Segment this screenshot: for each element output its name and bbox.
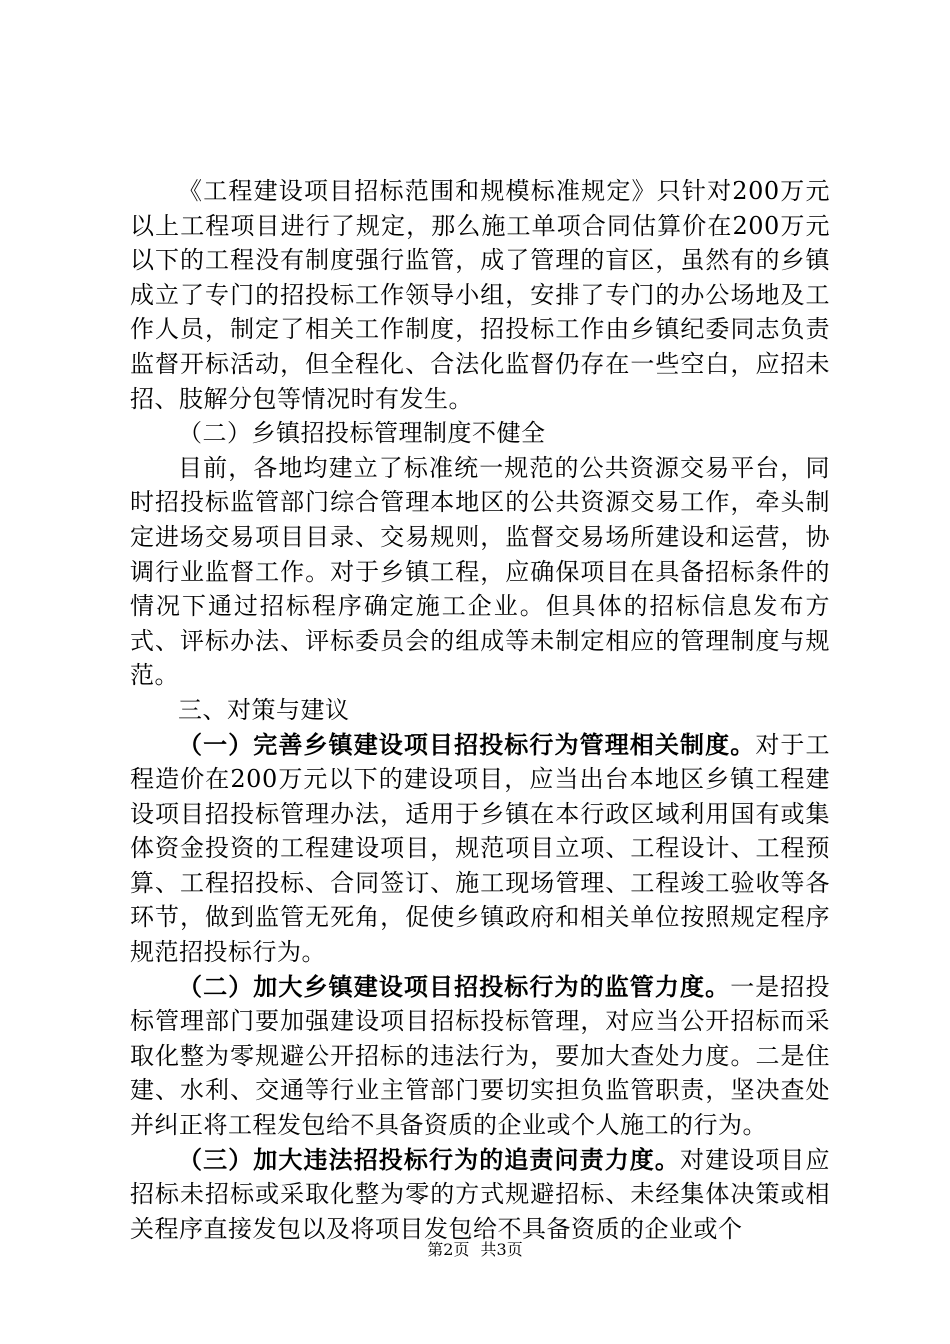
- paragraph-body-accountability: 对建设项目应招标未招标或采取化整为零的方式规避招标、未经集体决策或相关程序直接发包以及将项目发包给不具备资质的企业或个: [130, 1145, 830, 1243]
- paragraph-lead-improve-system: （一）完善乡镇建设项目招投标行为管理相关制度。: [178, 729, 756, 759]
- page-footer: [0, 1240, 950, 1260]
- paragraph-trading-platform: 目前，各地均建立了标准统一规范的公共资源交易平台，同时招投标监管部门综合管理本地区的公共资源交易工作，牵头制定进场交易项目目录、交易规则，监督交易场所建设和运营，协调行业监督工作。对于乡镇工程，应确保项目在具备招标条件的情况下通过招标程序确定施工企业。但具体的招标信息发布方式、评标办法、评标委员会的组成等未制定相应的管理制度与规范。: [130, 453, 830, 690]
- section-heading-countermeasures: 三、对策与建议: [178, 695, 350, 724]
- paragraph-lead-strengthen-supervision: （二）加大乡镇建设项目招投标行为的监管力度。: [178, 971, 731, 1001]
- document-body: [130, 174, 830, 1246]
- paragraph-accountability: [130, 1143, 830, 1247]
- paragraph-improve-system: [130, 728, 830, 970]
- section-heading-system-imperfect: （二）乡镇招投标管理制度不健全: [178, 419, 546, 448]
- paragraph-strengthen-supervision: [130, 970, 830, 1143]
- page-number: 第2页: [427, 1240, 470, 1259]
- paragraph-body-strengthen-supervision: 一是招投标管理部门要加强建设项目招标投标管理，对应当公开招标而采取化整为零规避公开招标的违法行为，要加大查处力度。二是住建、水利、交通等行业主管部门要切实担负监管职责，坚决查处并纠正将工程发包给不具备资质的企业或个人施工的行为。: [130, 972, 831, 1140]
- paragraph-body-improve-system: 对于工程造价在200万元以下的建设项目，应当出台本地区乡镇工程建设项目招投标管理办法，适用于乡镇在本行政区域利用国有或集体资金投资的工程建设项目，规范项目立项、工程设计、工程预算、工程招投标、合同签订、施工现场管理、工程竣工验收等各环节，做到监管无死角，促使乡镇政府和相关单位按照规定程序规范招投标行为。: [130, 730, 831, 967]
- paragraph-lead-accountability: （三）加大违法招投标行为的追责问责力度。: [178, 1144, 680, 1174]
- paragraph-scope-regulation: 《工程建设项目招标范围和规模标准规定》只针对200万元以上工程项目进行了规定，那么施工单项合同估算价在200万元以下的工程没有制度强行监管，成了管理的盲区，虽然有的乡镇成立了专门的招投标工作领导小组，安排了专门的办公场地及工作人员，制定了相关工作制度，招投标工作由乡镇纪委同志负责监督开标活动，但全程化、合法化监督仍存在一些空白，应招未招、肢解分包等情况时有发生。: [130, 177, 830, 413]
- page-total: 共3页: [480, 1240, 523, 1259]
